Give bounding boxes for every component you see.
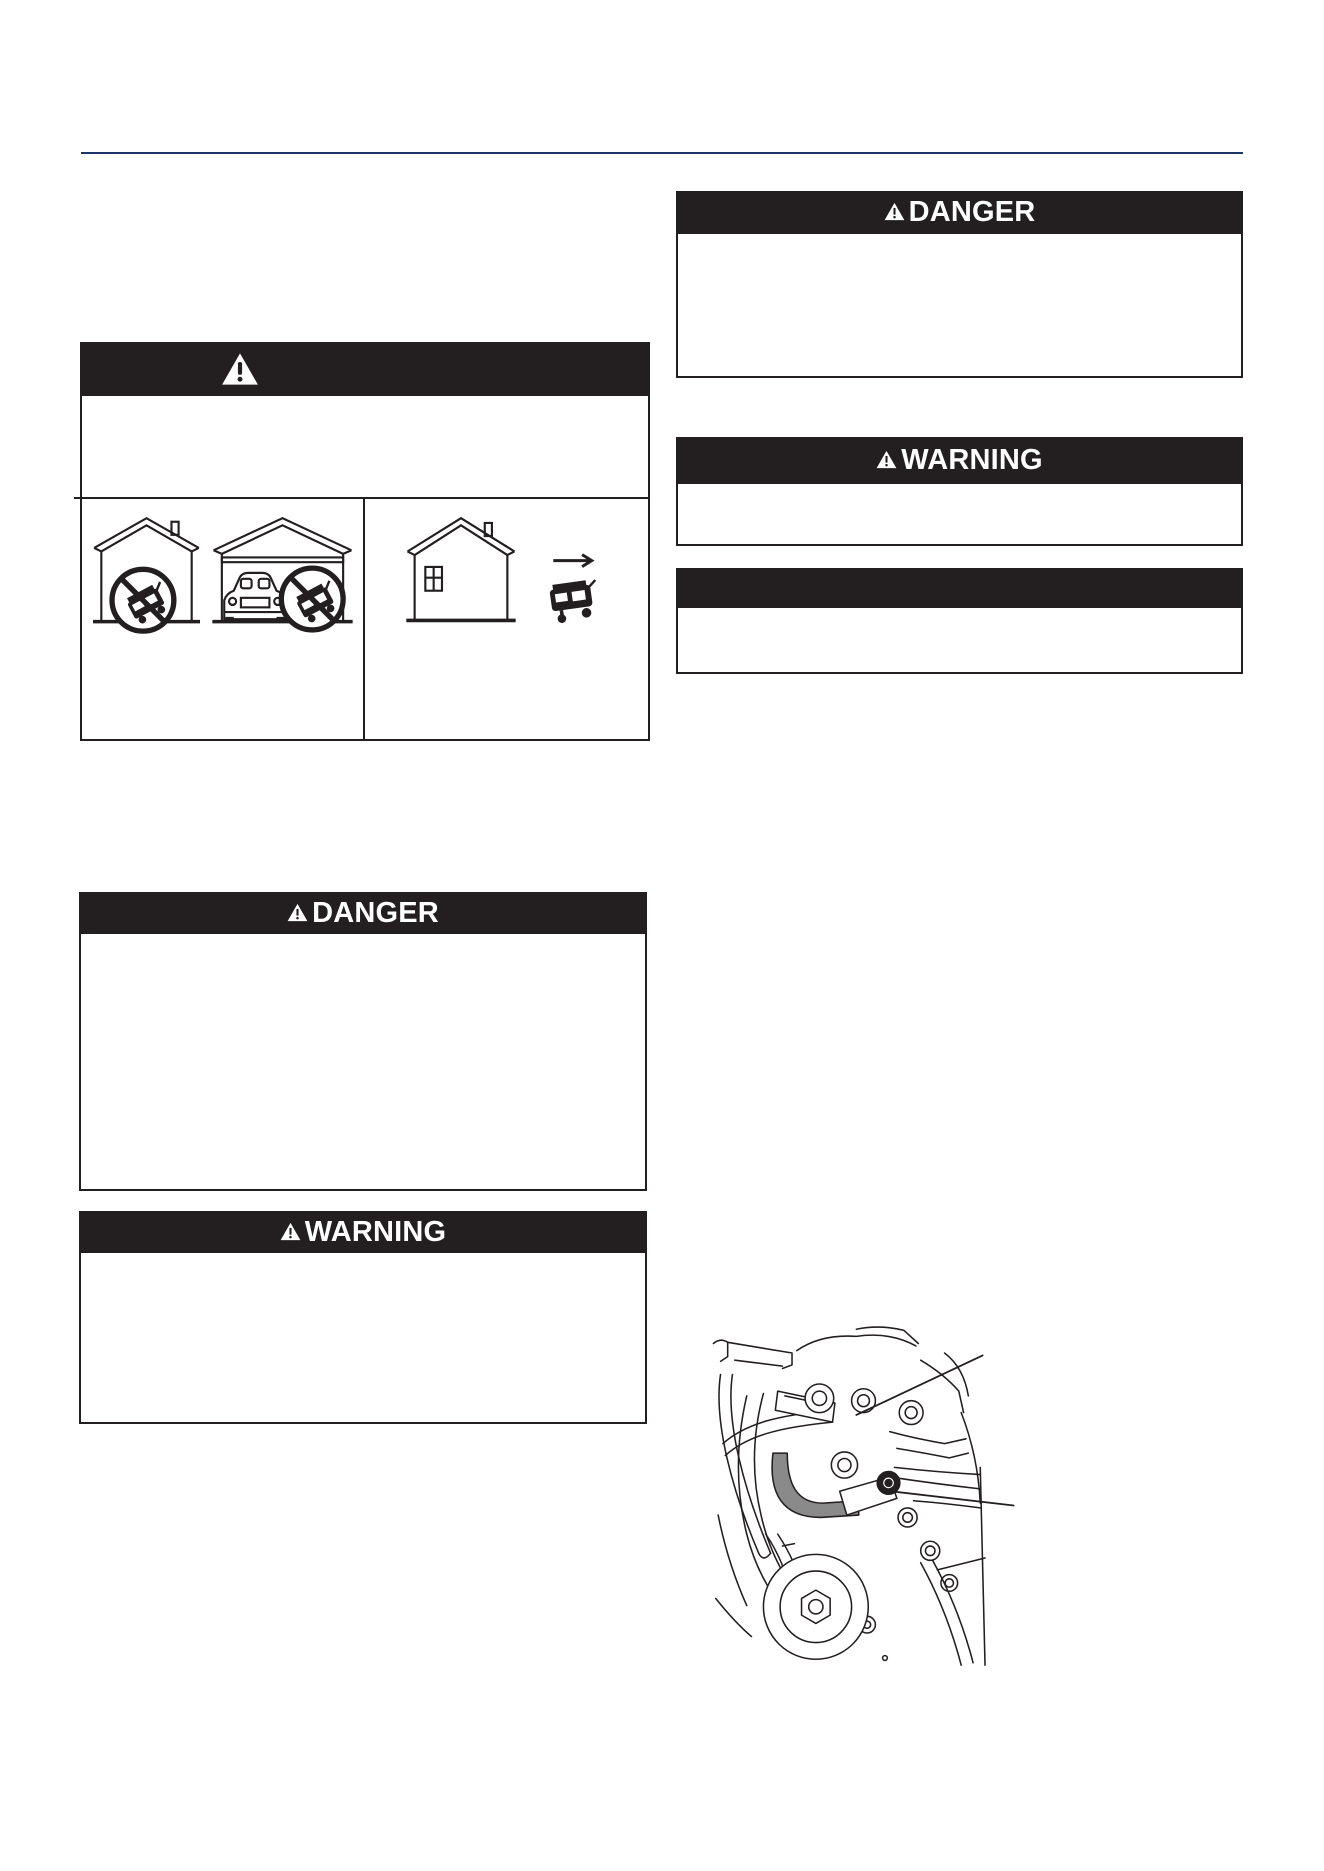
notice-header [676,568,1243,608]
notice-box-right [676,568,1243,674]
danger-notice-right [676,191,1243,378]
warning-notice-right [676,437,1243,546]
notice-frame [79,892,647,1191]
warning-triangle-icon [884,202,905,221]
engine-illustration [711,1324,1016,1668]
safety-box-header [80,342,650,396]
signal-word: DANGER [908,196,1036,228]
signal-word: WARNING [901,444,1043,476]
warning-triangle-icon [287,903,308,922]
notice-header [79,892,647,934]
notice-header [676,437,1243,484]
house-no-generator-icon [93,517,200,624]
danger-notice-left [79,892,647,1191]
warning-triangle-icon [221,351,259,387]
garage-no-generator-icon [212,517,353,624]
safety-pictogram-box [80,342,650,741]
warning-notice-left [79,1211,647,1424]
signal-word: WARNING [304,1215,447,1248]
signal-word: DANGER [312,896,439,929]
notice-header [79,1211,647,1253]
warning-triangle-icon [280,1222,301,1241]
warning-triangle-icon [876,450,897,469]
generator-move-away-icon [546,551,599,623]
house-icon [406,517,516,624]
notice-header [676,191,1243,234]
safety-box-divider-vertical [363,498,365,741]
safety-box-divider-horizontal [74,497,650,499]
header-rule [81,152,1243,154]
